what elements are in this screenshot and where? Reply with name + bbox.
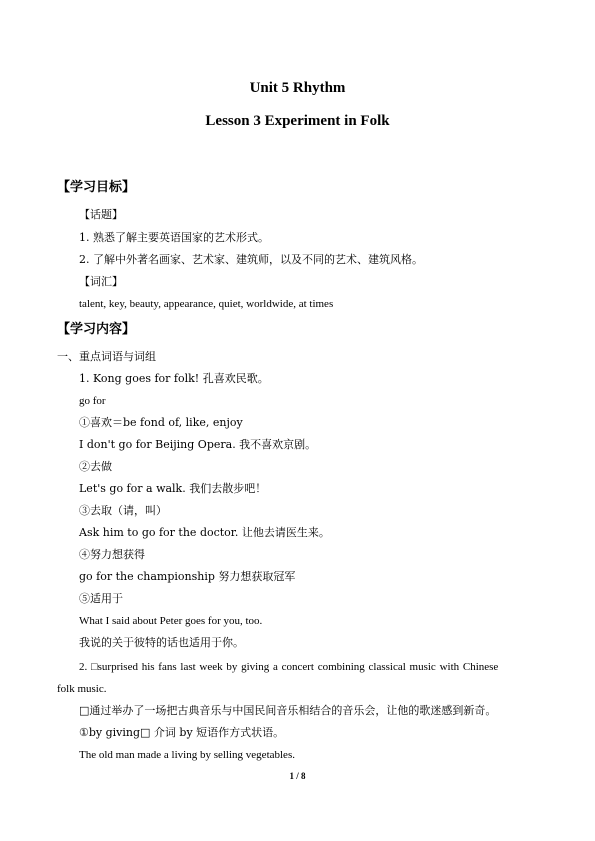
section-heading-content: 【学习内容】 (57, 322, 136, 337)
note-1: ①by giving□ 介词 by 短语作方式状语。 (79, 726, 285, 739)
vocab-list: talent, key, beauty, appearance, quiet, worldwide, at times (79, 298, 334, 310)
example-1: I don't go for Beijing Opera. 我不喜欢京剧。 (79, 438, 317, 451)
example-2: Let's go for a walk. 我们去散步吧！ (79, 482, 267, 495)
goal-item-2: 2. 了解中外著名画家、艺术家、建筑师，以及不同的艺术、建筑风格。 (79, 253, 423, 266)
meaning-4: ④努力想获得 (79, 548, 145, 561)
item-2-line-1: 2. □surprised his fans last week by giving a concert combining classical music with Chinese (79, 661, 499, 673)
example-4: go for the championship 努力想获取冠军 (79, 570, 296, 583)
unit-title: Unit 5 Rhythm (249, 80, 346, 96)
vocab-label: 【词汇】 (79, 275, 123, 288)
item-1: 1. Kong goes for folk! 孔喜欢民歌。 (79, 372, 269, 385)
example-5-english: What I said about Peter goes for you, too. (79, 615, 263, 627)
item-2-line-2: folk music. (57, 683, 107, 695)
page-number: 1 / 8 (289, 771, 306, 781)
goal-item-1: 1. 熟悉了解主要英语国家的艺术形式。 (79, 231, 269, 244)
example-3: Ask him to go for the doctor. 让他去请医生来。 (79, 526, 330, 539)
part1-heading: 一、重点词语与词组 (57, 350, 156, 363)
item-2-translation: □通过举办了一场把古典音乐与中国民间音乐相结合的音乐会，让他的歌迷感到新奇。 (79, 704, 497, 717)
lesson-title: Lesson 3 Experiment in Folk (205, 113, 390, 129)
meaning-2: ②去做 (79, 460, 112, 473)
topic-label: 【话题】 (79, 208, 123, 221)
example-5-chinese: 我说的关于彼特的话也适用于你。 (79, 636, 244, 649)
meaning-5: ⑤适用于 (79, 592, 123, 605)
phrase-go-for: go for (79, 395, 106, 407)
section-heading-goals: 【学习目标】 (57, 180, 136, 195)
example-6: The old man made a living by selling vegetables. (79, 749, 295, 761)
meaning-3: ③去取（请，叫） (79, 504, 167, 517)
meaning-1: ①喜欢＝be fond of, like, enjoy (79, 416, 243, 429)
